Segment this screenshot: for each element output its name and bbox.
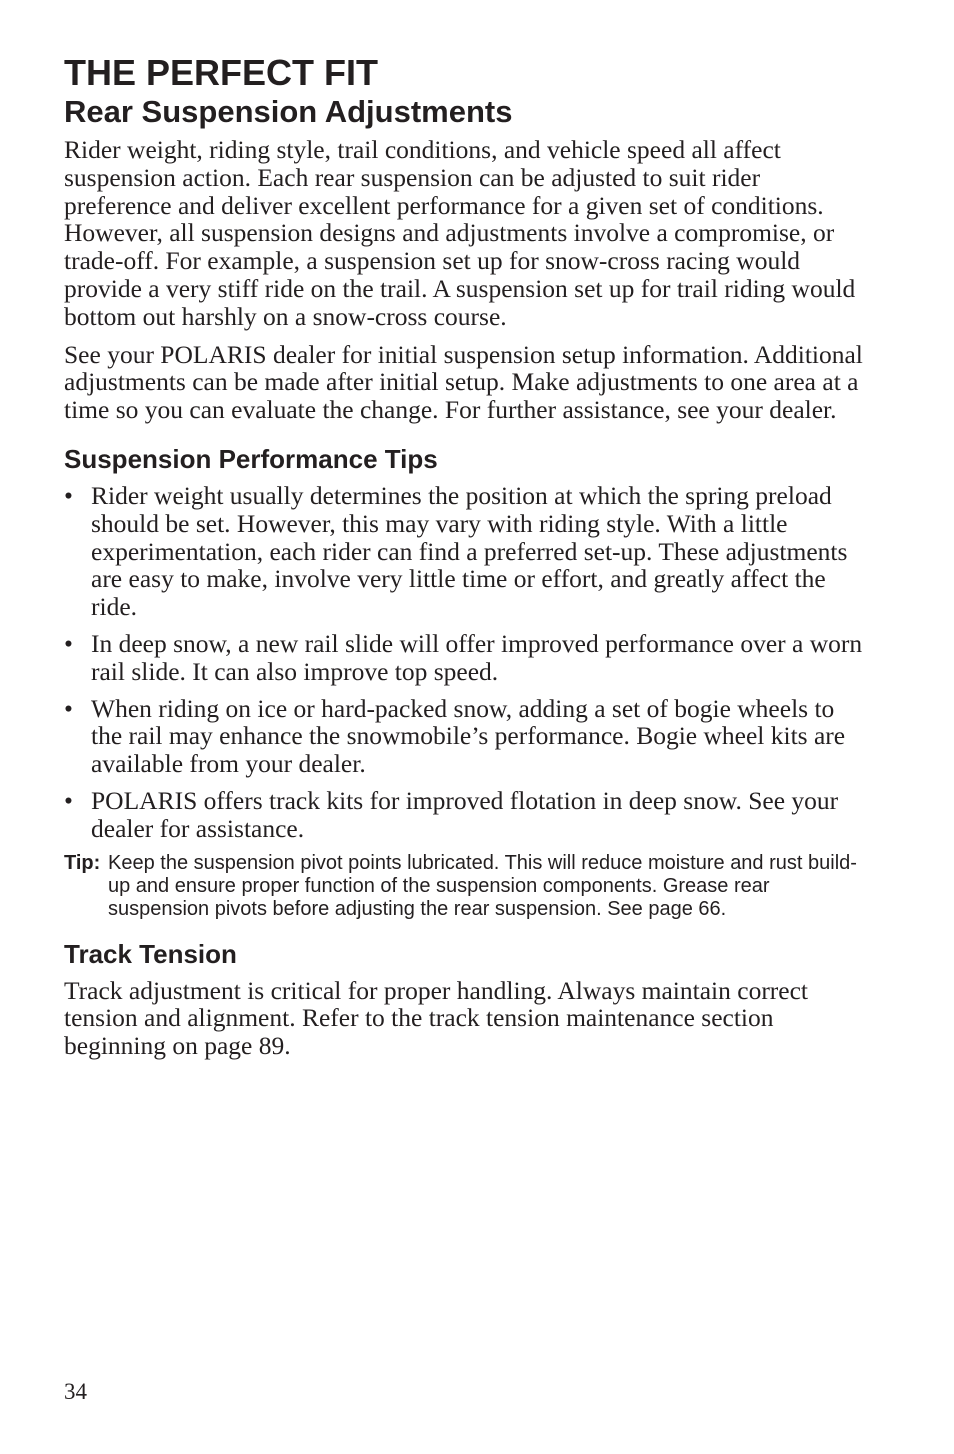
track-tension-paragraph: Track adjustment is critical for proper handling. Always maintain correct tension and alignment. Refer to the track tension maintenance section beginning on page 89. [64, 975, 809, 1061]
list-item-text: POLARIS offers track kits for improved flotation in deep snow. See your dealer for assistance. [91, 785, 839, 843]
page-number: 34 [64, 1379, 87, 1404]
performance-tips-list [64, 482, 864, 843]
subsection-title-performance-tips: Suspension Performance Tips [64, 443, 438, 474]
list-item-text: In deep snow, a new rail slide will offer improved performance over a worn rail slide. It can also improve top speed. [91, 628, 863, 686]
list-item [64, 482, 864, 621]
tip-label: Tip: [64, 851, 101, 874]
list-item [64, 695, 864, 778]
section-title-rear-suspension: Rear Suspension Adjustments [64, 94, 513, 129]
tip-text: Keep the suspension pivot points lubricated. This will reduce moisture and rust build-up and ensure proper function of the suspension components. Grease rear suspension pivots before adjusting the rear suspension. See page 66. [108, 851, 857, 920]
bullet-icon: • [64, 693, 73, 723]
bullet-icon: • [64, 480, 73, 510]
rear-suspension-paragraph-2: See your POLARIS dealer for initial suspension setup information. Additional adjustments can be made after initial setup. Make adjustments to one area at a time so you can evaluate the change. For further assistance, see your dealer. [64, 339, 863, 425]
list-item-text: Rider weight usually determines the position at which the spring preload should be set. However, this may vary with riding style. With a little experimentation, each rider can find a preferred set-up. These adjustments are easy to make, involve very little time or effort, and greatly affect the ride. [91, 480, 848, 622]
rear-suspension-paragraph-1: Rider weight, riding style, trail conditions, and vehicle speed all affect suspension action. Each rear suspension can be adjusted to suit rider preference and deliver excellent performance for a given set of conditions. However, all suspension designs and adjustments involve a compromise, or trade-off. For example, a suspension set up for snow-cross racing would provide a very stiff ride on the trail. A suspension set up for trail riding would bottom out harshly on a snow-cross course. [64, 135, 856, 331]
list-item [64, 787, 864, 843]
tip-note [64, 852, 864, 921]
manual-page [64, 52, 864, 1070]
bullet-icon: • [64, 785, 73, 815]
subsection-title-track-tension: Track Tension [64, 938, 237, 969]
bullet-icon: • [64, 628, 73, 658]
list-item [64, 630, 864, 686]
chapter-title: THE PERFECT FIT [64, 52, 378, 93]
list-item-text: When riding on ice or hard-packed snow, adding a set of bogie wheels to the rail may enhance the snowmobile’s performance. Bogie wheel kits are available from your dealer. [91, 693, 846, 779]
